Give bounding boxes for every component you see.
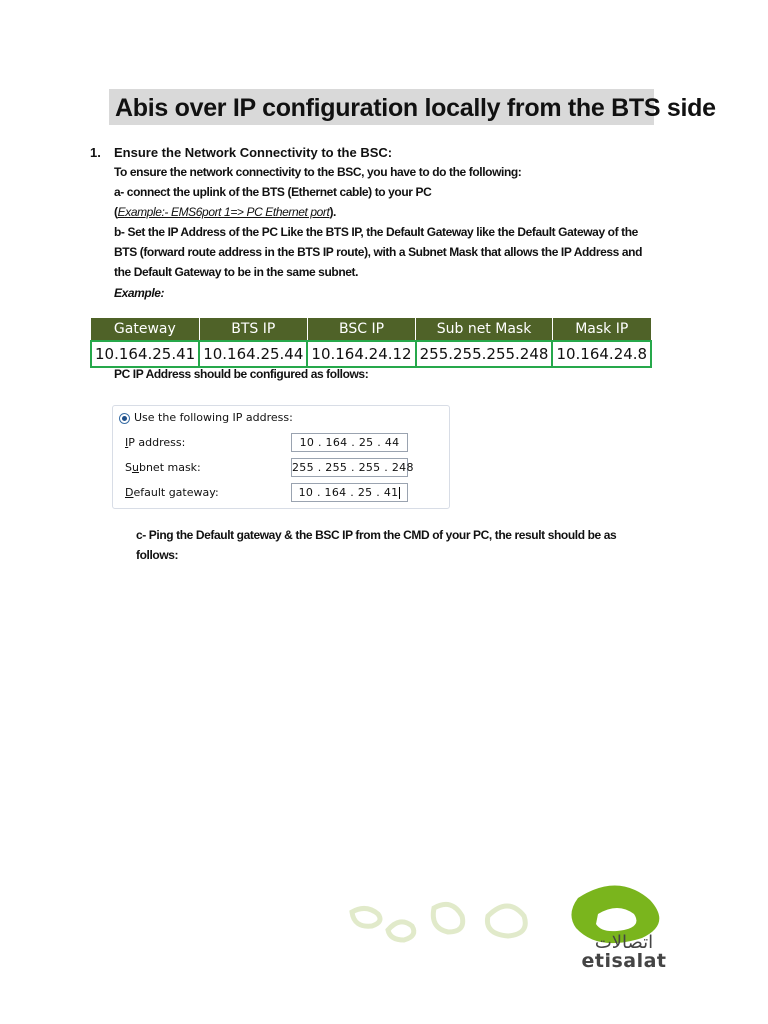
step-c-line-1: c- Ping the Default gateway & the BSC IP from the CMD of your PC, the result should be as — [136, 528, 617, 542]
step-b-line-2: BTS (forward route address in the BTS IP route), with a Subnet Mask that allows the IP Address and — [114, 245, 643, 259]
example-a-line — [114, 205, 336, 219]
radio-selected-icon[interactable] — [119, 413, 130, 424]
ip-address-input[interactable]: 10 . 164 . 25 . 44 — [291, 433, 408, 452]
cell-subnet-mask: 255.255.255.248 — [416, 341, 553, 367]
paren-open: ( — [114, 205, 118, 219]
header-bts-ip: BTS IP — [199, 318, 307, 341]
radio-label: Use the following IP address: — [134, 411, 293, 424]
subnet-mask-label: Subnet mask: — [125, 461, 201, 474]
step-b-line-3: the Default Gateway to be in the same subnet. — [114, 265, 359, 279]
default-gateway-label: Default gateway: — [125, 486, 219, 499]
section-heading — [90, 145, 392, 160]
step-a-text: a- connect the uplink of the BTS (Ethernet cable) to your PC — [114, 185, 432, 199]
page-title: Abis over IP configuration locally from the BTS side — [109, 89, 654, 125]
example-label: Example: — [114, 286, 165, 300]
cell-bts-ip: 10.164.25.44 — [199, 341, 307, 367]
header-subnet-mask: Sub net Mask — [416, 318, 553, 341]
intro-text: To ensure the network connectivity to the BSC, you have to do the following: — [114, 165, 522, 179]
cell-mask-ip: 10.164.24.8 — [552, 341, 651, 367]
header-bsc-ip: BSC IP — [307, 318, 415, 341]
default-gateway-input[interactable] — [291, 483, 408, 502]
header-mask-ip: Mask IP — [552, 318, 651, 341]
pc-ip-note: PC IP Address should be configured as follows: — [114, 367, 369, 381]
gateway-value: 10 . 164 . 25 . 41 — [298, 486, 399, 499]
ip-address-label: IP address: — [125, 436, 186, 449]
section-number: 1. — [90, 145, 101, 160]
table-header-row — [91, 318, 651, 341]
ip-settings-panel — [112, 405, 450, 509]
text-cursor-icon — [399, 487, 400, 499]
logo-latin-text: etisalat — [581, 950, 667, 972]
ip-config-table — [90, 318, 652, 368]
header-gateway: Gateway — [91, 318, 199, 341]
etisalat-logo — [340, 878, 680, 978]
step-b-line-1: b- Set the IP Address of the PC Like the BTS IP, the Default Gateway like the Default Gateway of the — [114, 225, 638, 239]
cell-gateway: 10.164.25.41 — [91, 341, 199, 367]
example-a-text: Example:- EMS6port 1=> PC Ethernet port — [117, 205, 330, 219]
section-heading-text: Ensure the Network Connectivity to the BSC: — [114, 145, 393, 160]
paren-close: ). — [329, 205, 336, 219]
logo-watermark-icon — [352, 904, 525, 940]
cell-bsc-ip: 10.164.24.12 — [307, 341, 415, 367]
logo-arabic-text: اتصالات — [594, 932, 654, 953]
use-following-ip-option[interactable] — [119, 411, 293, 424]
subnet-mask-input[interactable]: 255 . 255 . 255 . 248 — [291, 458, 408, 477]
step-c-line-2: follows: — [136, 548, 179, 562]
table-row — [91, 341, 651, 367]
